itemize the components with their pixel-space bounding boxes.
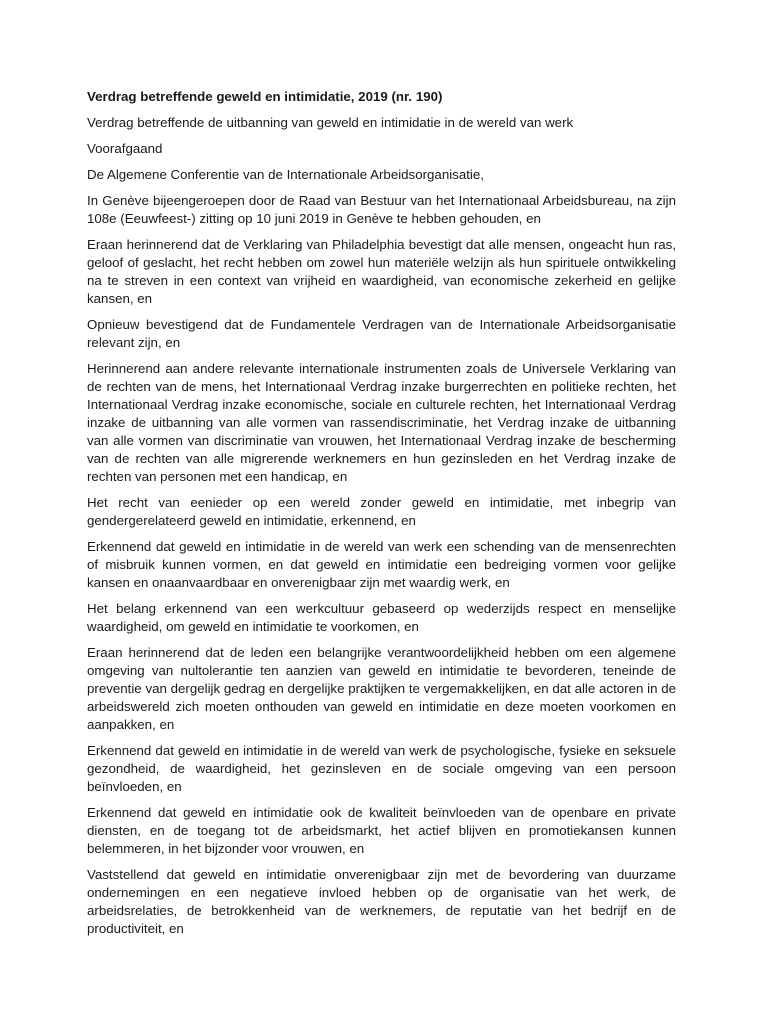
- paragraph: Eraan herinnerend dat de leden een belangrijke verantwoordelijkheid hebben om een algemene omgeving van nultolerantie ten aanzien van geweld en intimidatie te bevorderen, teneinde de preventie van dergelijk gedrag en dergelijke praktijken te vergemakkelijken, en dat alle actoren in de arbeidswereld zich moeten onthouden van geweld en intimidatie en deze moeten voorkomen en aanpakken, en: [87, 645, 676, 732]
- preamble-heading: Voorafgaand: [87, 141, 163, 156]
- conference-line: De Algemene Conferentie van de Internationale Arbeidsorganisatie,: [87, 167, 484, 182]
- paragraph: Het recht van eenieder op een wereld zonder geweld en intimidatie, met inbegrip van gendergerelateerd geweld en intimidatie, erkennend, en: [87, 495, 676, 528]
- paragraph: Herinnerend aan andere relevante internationale instrumenten zoals de Universele Verklaring van de rechten van de mens, het Internationaal Verdrag inzake burgerrechten en politieke rechten, het Internationaal Verdrag inzake economische, sociale en culturele rechten, het Internationaal Verdrag inzake de uitbanning van alle vormen van rassendiscriminatie, het Verdrag inzake de uitbanning van alle vormen van discriminatie van vrouwen, het Internationaal Verdrag inzake de bescherming van de rechten van alle migrerende werknemers en hun gezinsleden en het Verdrag inzake de rechten van personen met een handicap, en: [87, 361, 676, 484]
- paragraph: Opnieuw bevestigend dat de Fundamentele Verdragen van de Internationale Arbeidsorganisatie relevant zijn, en: [87, 317, 676, 350]
- document-page: [87, 88, 676, 946]
- paragraph: Erkennend dat geweld en intimidatie in de wereld van werk een schending van de mensenrechten of misbruik kunnen vormen, en dat geweld en intimidatie een bedreiging vormen voor gelijke kansen en onaanvaardbaar en onverenigbaar zijn met waardig werk, en: [87, 539, 676, 590]
- paragraph: Vaststellend dat geweld en intimidatie onverenigbaar zijn met de bevordering van duurzame ondernemingen en een negatieve invloed hebben op de organisatie van het werk, de arbeidsrelaties, de betrokkenheid van de werknemers, de reputatie van het bedrijf en de productiviteit, en: [87, 867, 676, 936]
- paragraph: Eraan herinnerend dat de Verklaring van Philadelphia bevestigt dat alle mensen, ongeacht hun ras, geloof of geslacht, het recht hebben om zowel hun materiële welzijn als hun spirituele ontwikkeling na te streven in een context van vrijheid en waardigheid, van economische zekerheid en gelijke kansen, en: [87, 237, 676, 306]
- paragraph: In Genève bijeengeroepen door de Raad van Bestuur van het Internationaal Arbeidsbureau, na zijn 108e (Eeuwfeest-) zitting op 10 juni 2019 in Genève te hebben gehouden, en: [87, 193, 676, 226]
- paragraph: Erkennend dat geweld en intimidatie ook de kwaliteit beïnvloeden van de openbare en private diensten, en de toegang tot de arbeidsmarkt, het actief blijven en promotiekansen kunnen belemmeren, in het bijzonder voor vrouwen, en: [87, 805, 676, 856]
- document-subtitle: Verdrag betreffende de uitbanning van geweld en intimidatie in de wereld van werk: [87, 115, 574, 130]
- paragraph: Erkennend dat geweld en intimidatie in de wereld van werk de psychologische, fysieke en seksuele gezondheid, de waardigheid, het gezinsleven en de sociale omgeving van een persoon beïnvloeden, en: [87, 743, 676, 794]
- document-title: Verdrag betreffende geweld en intimidatie, 2019 (nr. 190): [87, 89, 443, 104]
- paragraph: Het belang erkennend van een werkcultuur gebaseerd op wederzijds respect en menselijke waardigheid, om geweld en intimidatie te voorkomen, en: [87, 601, 676, 634]
